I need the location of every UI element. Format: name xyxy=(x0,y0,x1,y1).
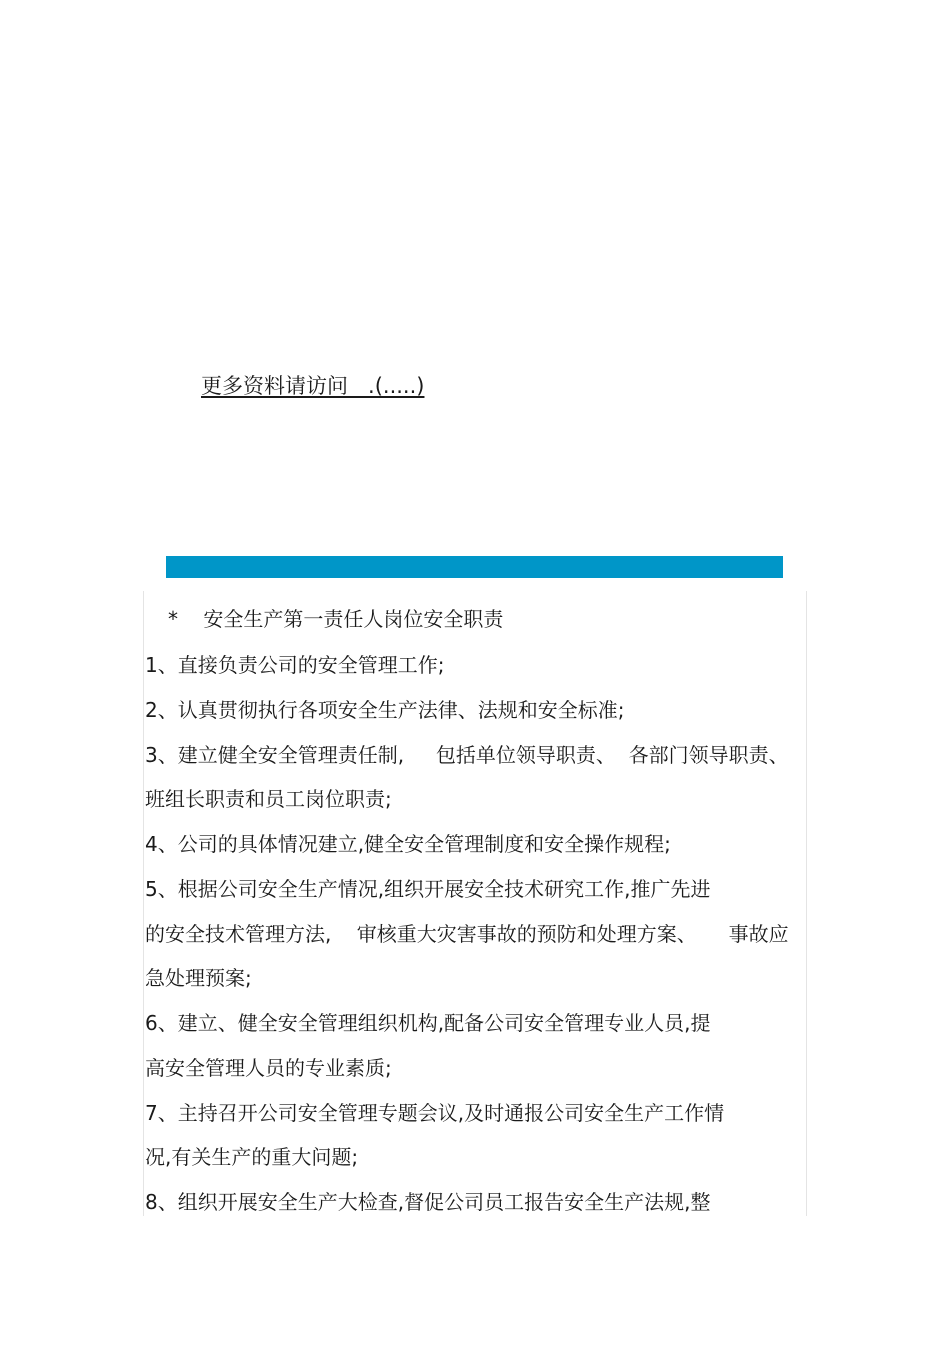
duty-line: 6、建立、健全安全管理组织机构,配备公司安全管理专业人员,提 xyxy=(145,1011,711,1035)
content-frame xyxy=(143,591,807,1216)
resource-link[interactable]: 更多资料请访问 .(.....) xyxy=(201,374,425,398)
duty-line: 高安全管理人员的专业素质; xyxy=(145,1056,392,1080)
duty-line: 5、根据公司安全生产情况,组织开展安全技术研究工作,推广先进 xyxy=(145,877,711,901)
duty-line: 8、组织开展安全生产大检查,督促公司员工报告安全生产法规,整 xyxy=(145,1190,711,1214)
duty-line: 2、认真贯彻执行各项安全生产法律、法规和安全标准; xyxy=(145,698,625,722)
duty-line: 1、直接负责公司的安全管理工作; xyxy=(145,653,445,677)
duty-line: 的安全技术管理方法, 审核重大灾害事故的预防和处理方案、 事故应 xyxy=(145,922,789,946)
duty-line: 况,有关生产的重大问题; xyxy=(145,1145,359,1169)
section-heading: * 安全生产第一责任人岗位安全职责 xyxy=(168,607,504,631)
section-banner-bar xyxy=(166,556,783,578)
duty-line: 4、公司的具体情况建立,健全安全管理制度和安全操作规程; xyxy=(145,832,671,856)
duty-line: 班组长职责和员工岗位职责; xyxy=(145,787,392,811)
duty-line: 3、建立健全安全管理责任制, 包括单位领导职责、 各部门领导职责、 xyxy=(145,743,789,767)
duty-line: 7、主持召开公司安全管理专题会议,及时通报公司安全生产工作情 xyxy=(145,1101,725,1125)
duty-line: 急处理预案; xyxy=(145,966,252,990)
